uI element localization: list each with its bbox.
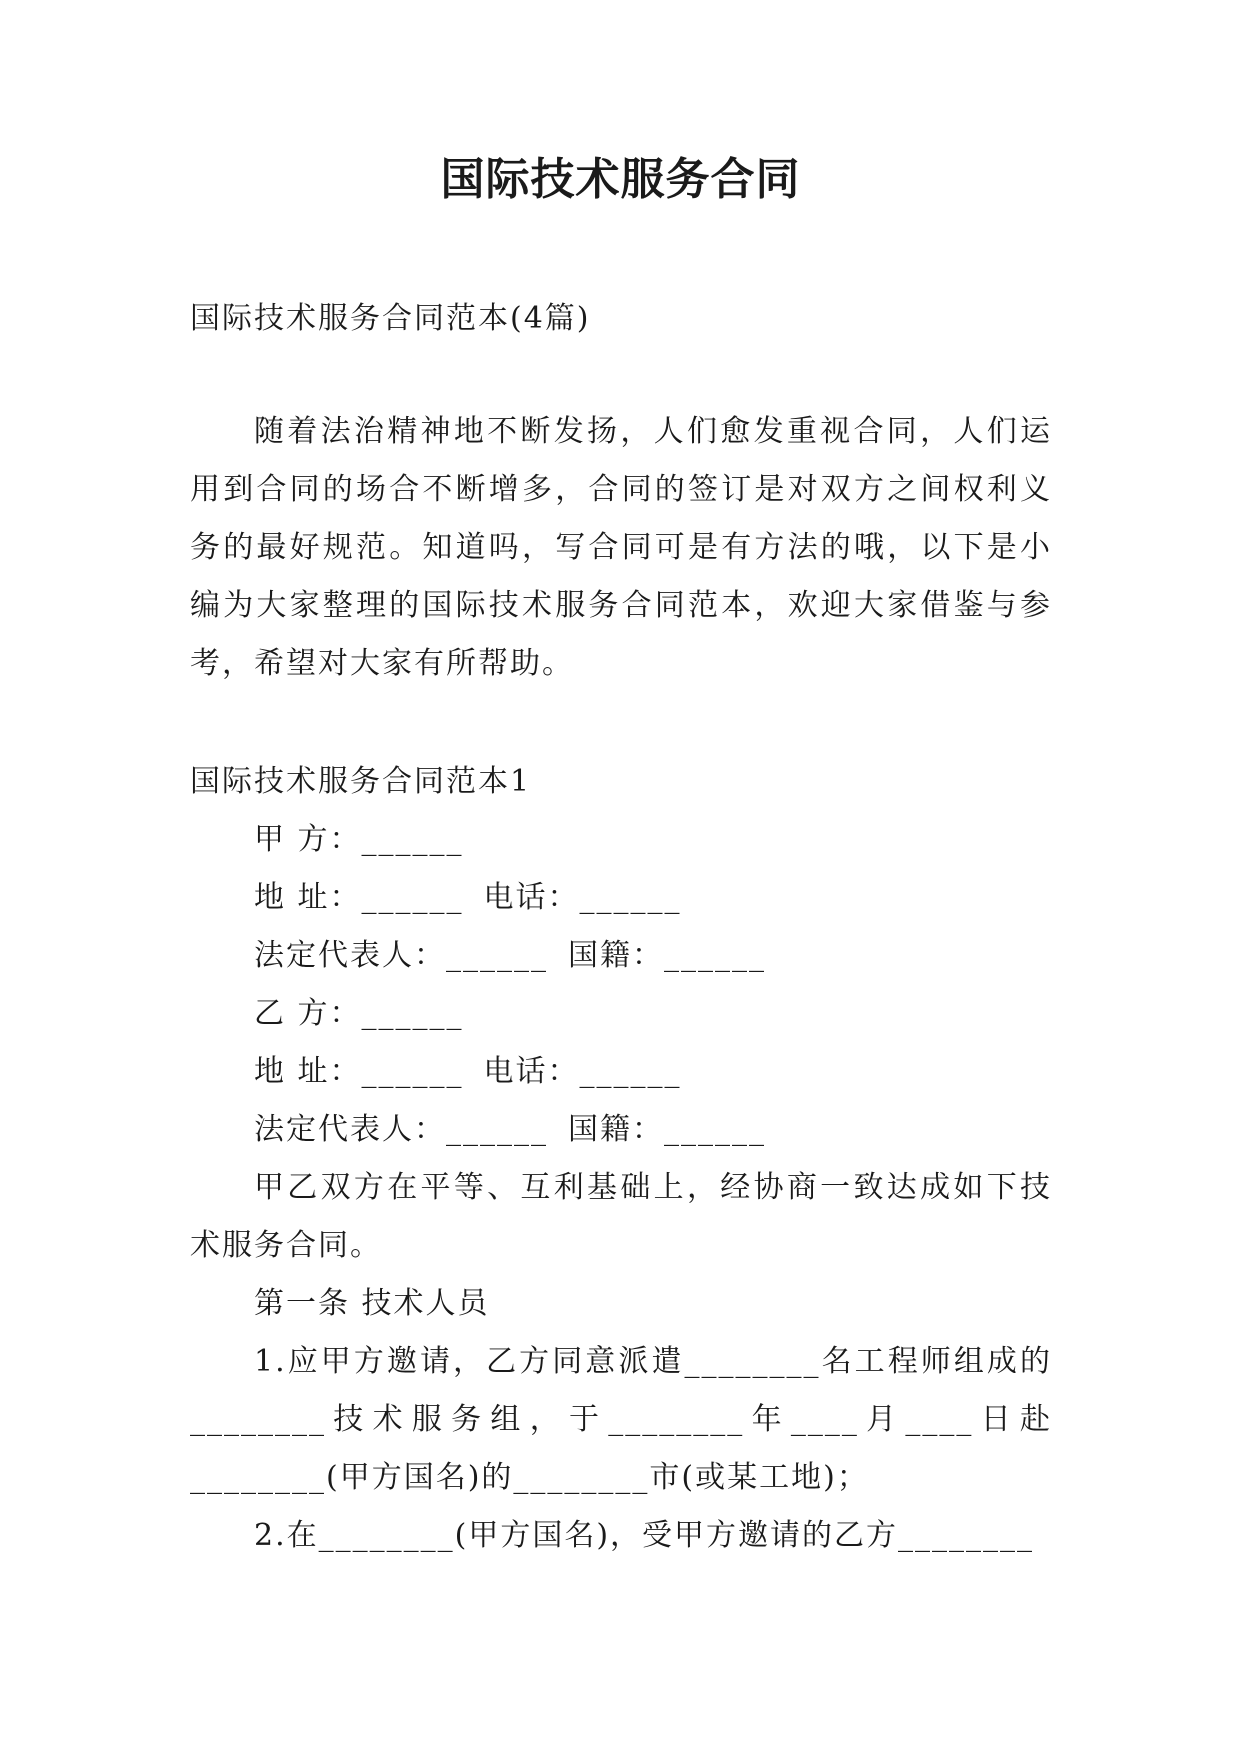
section-heading: 国际技术服务合同范本1 <box>190 764 532 799</box>
party-a-name: 甲 方：______ <box>254 822 464 857</box>
document-title: 国际技术服务合同 <box>440 154 801 205</box>
party-a-nationality: 国籍：______ <box>568 938 766 973</box>
party-b-address: 地 址：______ <box>254 1054 464 1089</box>
intro-paragraph: 随着法治精神地不断发扬，人们愈发重视合同，人们运用到合同的场合不断增多，合同的签订是对双方之间权利义务的最好规范。知道吗，写合同可是有方法的哦，以下是小编为大家整理的国际技术服务合同范本，欢迎大家借鉴与参考，希望对大家有所帮助。 <box>190 414 1052 681</box>
party-b-rep-line <box>190 1101 1052 1159</box>
article-1-heading: 第一条 技术人员 <box>254 1286 490 1321</box>
party-a-legal-rep: 法定代表人：______ <box>254 938 548 973</box>
document-subtitle: 国际技术服务合同范本(4篇) <box>190 301 591 336</box>
party-b-name: 乙 方：______ <box>254 996 464 1031</box>
party-b-nationality: 国籍：______ <box>568 1112 766 1147</box>
party-b-contact-line <box>190 1043 1052 1101</box>
agreement-statement: 甲乙双方在平等、互利基础上，经协商一致达成如下技术服务合同。 <box>190 1170 1052 1263</box>
party-b-legal-rep: 法定代表人：______ <box>254 1112 548 1147</box>
clause-1: 1.应甲方邀请，乙方同意派遣________名工程师组成的________技术服务组，于________年____月____日赴________(甲方国名)的________市(或某工地)； <box>190 1344 1052 1495</box>
party-b-name-line <box>190 985 1052 1043</box>
party-a-address: 地 址：______ <box>254 880 464 915</box>
party-a-name-line <box>190 811 1052 869</box>
party-b-phone: 电话：______ <box>483 1054 682 1089</box>
party-a-phone: 电话：______ <box>483 880 682 915</box>
clause-2: 2.在________(甲方国名)，受甲方邀请的乙方________ <box>254 1518 1035 1553</box>
party-a-rep-line <box>190 927 1052 985</box>
party-a-contact-line <box>190 869 1052 927</box>
contract-body <box>190 811 1052 1565</box>
